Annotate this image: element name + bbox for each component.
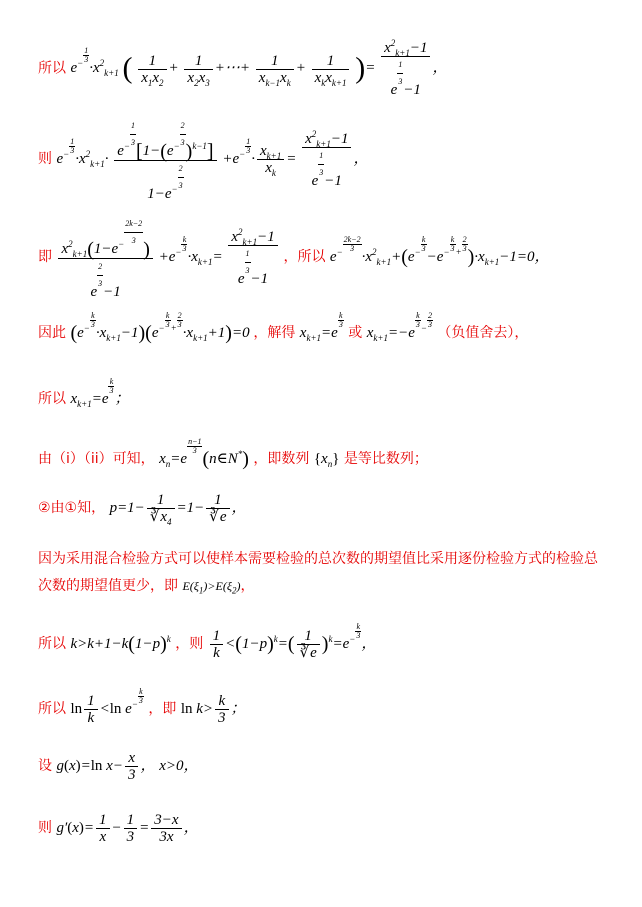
formula-10b: ln k> $\frac{k}{3}$ ； <box>180 693 246 727</box>
text-solve: ，解得 <box>253 325 296 341</box>
line-1 <box>38 40 448 98</box>
text-expectation: 次数的期望值更少，即 <box>38 578 178 594</box>
text-then: 则 <box>38 151 52 168</box>
text-let: 设 <box>38 757 52 774</box>
text-then-2: ，则 <box>175 636 204 652</box>
formula-3b: $e^{- \frac{2k-2}{3}}$ $\cdot x^2_{k+1}+(e^{- \frac{k}{3}}$ $-e^{- \frac{k}{3} + \frac{2}{3}}$ )$\cdot x_{k+1}-1=0$， <box>329 235 550 269</box>
line-7 <box>38 492 247 525</box>
formula-9a: $k>k+1-k(1-p)^k$ <box>70 633 171 656</box>
formula-4a: ($e^{- \frac{k}{3}}$ $\cdot x_{k+1}-1)(e^{- \frac{k}{3} + \frac{2}{3}}$ $\cdot x_{k+1}+1)=0$ <box>70 311 254 345</box>
text-because: 因为采用混合检验方式可以使样本需要检验的总次数的期望值比采用逐份检验方式的检验总 <box>38 551 598 567</box>
text-namely-seq: ，即数列 <box>253 451 310 467</box>
text-so-2: ，所以 <box>283 249 326 266</box>
formula-10a: ln $\frac{1}{k}$ <ln $e^{- \frac{k}{3}}$ <box>70 687 143 727</box>
line-6 <box>38 438 428 471</box>
text-so-3: 所以 <box>38 391 66 407</box>
line-10 <box>38 688 246 726</box>
formula-12: g′(x)= $\frac{1}{x}$ − $\frac{1}{3}$ = $\frac{3-x}{3x}$ ， <box>56 812 199 845</box>
formula-6a: $x_n=e$ $^{\frac{n-1}{3}}$ (n∈N*) <box>159 437 249 471</box>
line-2 <box>38 118 368 202</box>
line-4 <box>38 312 528 345</box>
text-so-5: 所以 <box>38 701 66 717</box>
formula-9b: $\frac{1}{k}$ $<(1-p)^k=$( $\frac{1}{∛e}$ )$^k=e^{- \frac{k}{3}}$ ， <box>208 636 377 652</box>
text-from-i-ii: 由（i）（ii）可知， <box>38 451 155 467</box>
text-namely: 即 <box>38 249 52 266</box>
text-namely-2: ，即 <box>148 701 177 717</box>
formula-4c: $x_{k+1}=-e$ $^{\frac{k}{3} - \frac{2}{3}}$ <box>366 311 432 343</box>
text-or: 或 <box>348 325 363 341</box>
formula-4b: $x_{k+1}=e$ $^{\frac{k}{3}}$ <box>299 311 343 343</box>
formula-2: $e^{- \frac{1}{3}}$ $\cdot x^2_{k+1}\cdot$ $e^{- \frac{1}{3}}$ [$1-(e^{- \frac{2}{3}}$ )$^{k-1}$] $1-e^{- \frac{2}{3}}$ $+e^{- \frac{1}{3}}$ · $\frac{x_{k+1}}{x_k}$ = $x^2_{k+1}-1$ e $^{\frac{1}{3}}$ −1 ， <box>56 151 368 167</box>
text-so-4: 所以 <box>38 636 66 652</box>
line-11 <box>38 750 198 783</box>
line-12 <box>38 812 199 845</box>
formula-3a: $x^2_{k+1}(1-e^{- \frac{2k-2}{3}}$ ) e $^{\frac{2}{3}}$ −1 $+e^{- \frac{k}{3}}$ $\cdot x_{k+1}=$ $x^2_{k+1}-1$ e $^{\frac{1}{3}}$ −1 <box>56 249 283 265</box>
text-discard: （负值舍去）， <box>437 325 529 341</box>
text-so: 所以 <box>38 60 66 77</box>
line-8b: 次数的期望值更少，即 $E(\xi_1)>E(\xi_2)$， <box>38 578 255 596</box>
text-geometric: 是等比数列； <box>343 451 428 467</box>
line-8 <box>38 548 598 568</box>
formula-6b: $\{x_n\}$ <box>313 451 340 469</box>
formula-11: g(x)=ln x− $\frac{x}{3}$ ， x>0， <box>56 750 199 783</box>
text-from-1: ②由①知， <box>38 499 106 516</box>
formula-1: $e^{- \frac{1}{3}}$ $\cdot x^2_{k+1}$ ( $\frac{1}{x_1x_2}$ + $\frac{1}{x_2x_3}$ +⋯+ $\frac{1}{x_{k-1}x_k}$ + $\frac{1}{x_kx_{k+1}}$ )= $x^2_{k+1}-1$ e $^{\frac{1}{3}}$ −1 ， <box>70 38 448 98</box>
formula-5: $x_{k+1}=e$ $^{\frac{k}{3}}$ ； <box>70 377 130 409</box>
text-then-3: 则 <box>38 819 52 836</box>
text-therefore: 因此 <box>38 325 66 341</box>
line-9 <box>38 623 376 661</box>
line-5 <box>38 378 130 408</box>
line-3 <box>38 216 550 300</box>
formula-7: p=1− $\frac{1}{∛x_4}$ =1− $\frac{1}{∛e}$ ， <box>109 492 247 527</box>
formula-8: $E(\xi_1)>E(\xi_2)$ <box>182 579 241 596</box>
